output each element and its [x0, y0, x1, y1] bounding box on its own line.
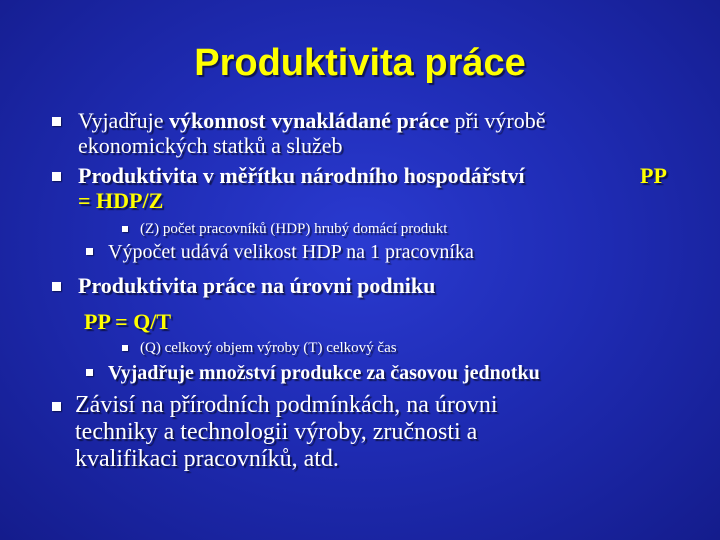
- bullet-square-icon: [86, 369, 93, 376]
- bullet-square-icon: [86, 248, 93, 255]
- bullet-1-text: [78, 108, 698, 158]
- bullet-square-icon: [52, 402, 61, 411]
- bullet-1-part3: při výrobě: [448, 108, 546, 133]
- bullet-3-sub-2: Vyjadřuje množství produkce za časovou jednotku: [108, 362, 540, 384]
- bullet-2-pp: PP: [640, 163, 667, 188]
- bullet-2-sub-2: Výpočet udává velikost HDP na 1 pracovníka: [108, 241, 474, 263]
- bullet-square-icon: [52, 282, 61, 291]
- bullet-3-formula: PP = Q/T: [84, 309, 172, 334]
- bullet-4-text: [75, 392, 705, 473]
- bullet-square-icon: [52, 172, 61, 181]
- bullet-1-part1: Vyjadřuje: [78, 108, 170, 133]
- bullet-square-icon: [122, 226, 128, 232]
- bullet-4-line1: Závisí na přírodních podmínkách, na úrovni: [75, 392, 498, 418]
- bullet-1-emphasis: výkonnost vynakládané práce: [169, 108, 449, 133]
- bullet-1-line2: ekonomických statků a služeb: [78, 133, 343, 158]
- bullet-square-icon: [122, 345, 128, 351]
- bullet-2-sub-1: (Z) počet pracovníků (HDP) hrubý domácí produkt: [140, 221, 448, 237]
- bullet-2-text: [78, 163, 708, 188]
- bullet-4-line3: kvalifikaci pracovníků, atd.: [75, 446, 339, 472]
- bullet-3-sub-1: (Q) celkový objem výroby (T) celkový čas: [140, 340, 397, 356]
- bullet-4-line2: techniky a technologii výroby, zručnosti a: [75, 419, 478, 445]
- bullet-3-text: Produktivita práce na úrovni podniku: [78, 273, 436, 298]
- bullet-2-line1: Produktivita v měřítku národního hospodářství: [78, 163, 525, 188]
- slide-title: Produktivita práce: [194, 42, 526, 84]
- bullet-square-icon: [52, 117, 61, 126]
- bullet-2-formula: = HDP/Z: [78, 188, 164, 213]
